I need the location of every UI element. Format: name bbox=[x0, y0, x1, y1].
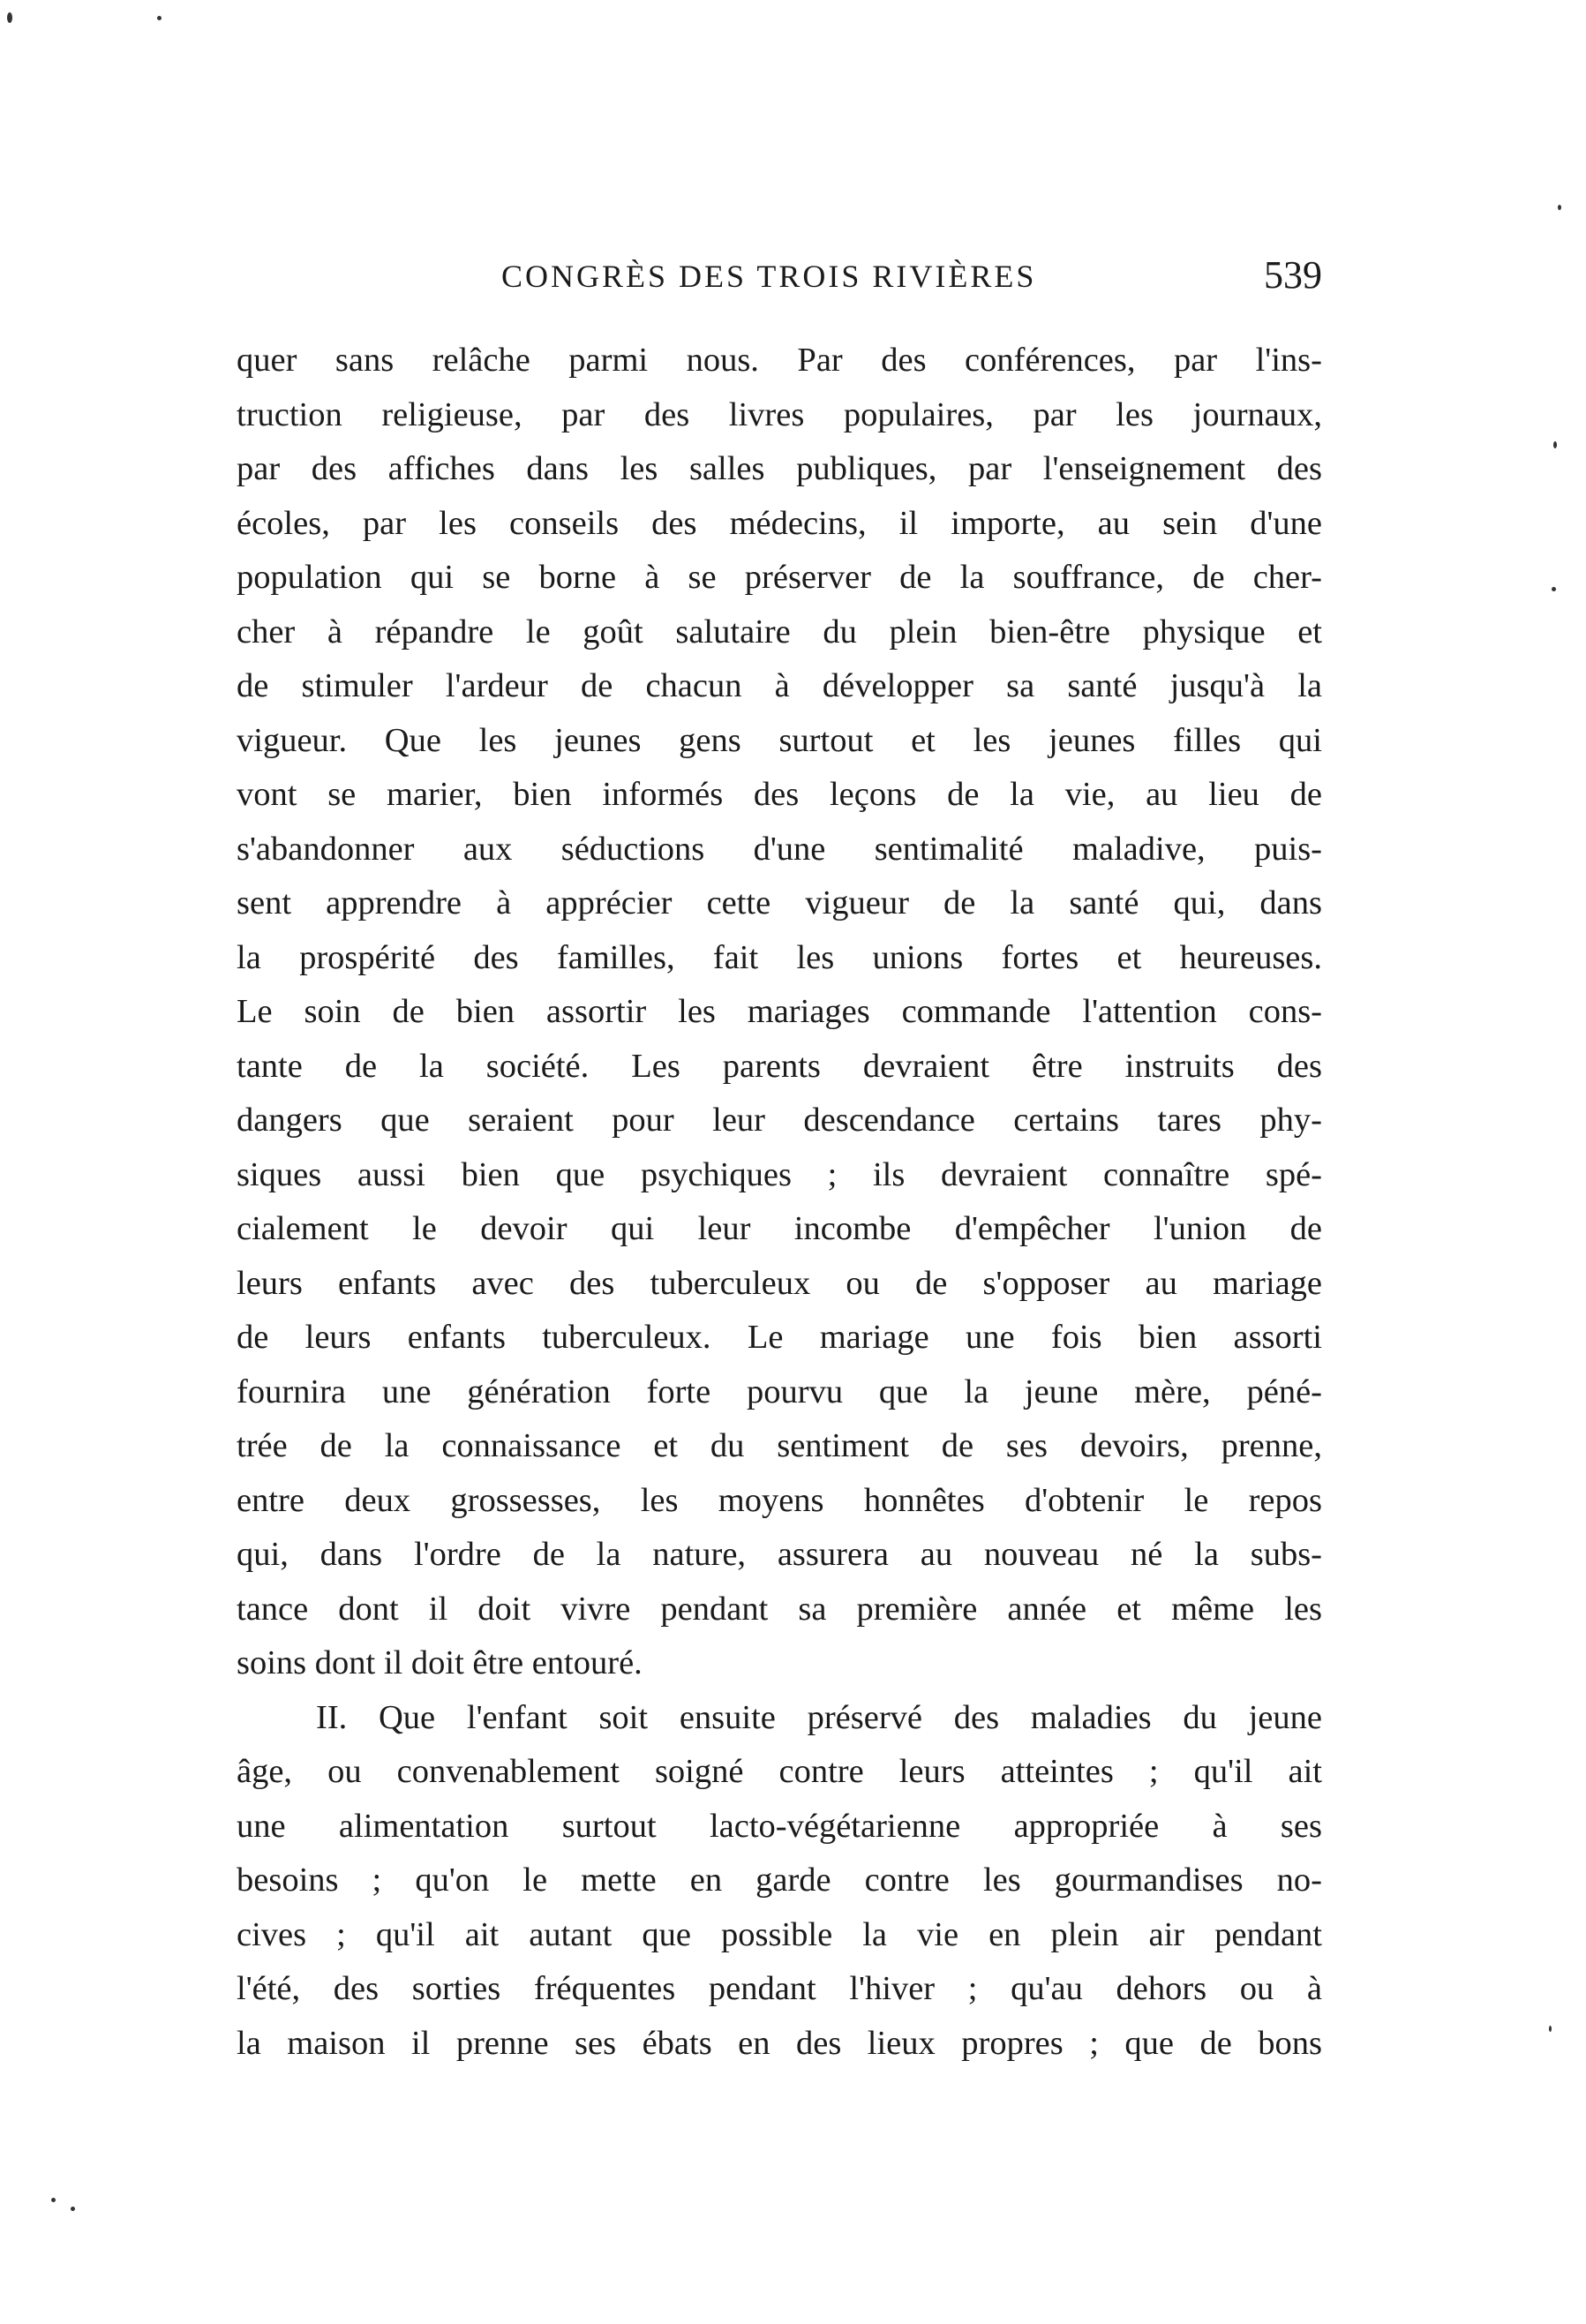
text-line: par des affiches dans les salles publiques, par l'enseignement des bbox=[237, 450, 1322, 487]
scan-speck bbox=[1553, 441, 1557, 448]
text-line: dangers que seraient pour leur descendance certains tares phy- bbox=[237, 1102, 1322, 1139]
text-line: truction religieuse, par des livres populaires, par les journaux, bbox=[237, 395, 1322, 433]
text-line: la maison il prenne ses ébats en des lieux propres ; que de bons bbox=[237, 2024, 1322, 2062]
text-line: vont se marier, bien informés des leçons de la vie, au lieu de bbox=[237, 776, 1322, 813]
text-line: cher à répandre le goût salutaire du plein bien-être physique et bbox=[237, 613, 1322, 651]
text-line: de stimuler l'ardeur de chacun à développer sa santé jusqu'à la bbox=[237, 667, 1322, 704]
text-line: vigueur. Que les jeunes gens surtout et les jeunes filles qui bbox=[237, 721, 1322, 759]
text-line: âge, ou convenablement soigné contre leurs atteintes ; qu'il ait bbox=[237, 1753, 1322, 1790]
text-line: trée de la connaissance et du sentiment de ses devoirs, prenne, bbox=[237, 1427, 1322, 1464]
text-line: sent apprendre à apprécier cette vigueur de la santé qui, dans bbox=[237, 884, 1322, 921]
scan-speck bbox=[1549, 2026, 1552, 2032]
running-head bbox=[237, 252, 1322, 305]
text-line: siques aussi bien que psychiques ; ils devraient connaître spé- bbox=[237, 1155, 1322, 1193]
paragraph-section-ii bbox=[237, 1691, 1322, 2072]
text-line: II. Que l'enfant soit ensuite préservé des maladies du jeune bbox=[316, 1698, 1322, 1736]
scan-speck bbox=[7, 12, 12, 23]
text-line: population qui se borne à se préserver de la souffrance, de cher- bbox=[237, 559, 1322, 596]
text-line: soins dont il doit être entouré. bbox=[237, 1644, 643, 1681]
text-line: écoles, par les conseils des médecins, il importe, au sein d'une bbox=[237, 504, 1322, 542]
text-line: leurs enfants avec des tuberculeux ou de s'opposer au mariage bbox=[237, 1264, 1322, 1302]
paragraph-continuation bbox=[237, 334, 1322, 1691]
text-line: besoins ; qu'on le mette en garde contre les gourmandises no- bbox=[237, 1861, 1322, 1899]
text-line: cialement le devoir qui leur incombe d'empêcher l'union de bbox=[237, 1210, 1322, 1247]
text-line: quer sans relâche parmi nous. Par des conférences, par l'ins- bbox=[237, 342, 1322, 379]
text-line: s'abandonner aux séductions d'une sentimalité maladive, puis- bbox=[237, 830, 1322, 868]
text-line: tance dont il doit vivre pendant sa première année et même les bbox=[237, 1590, 1322, 1628]
text-line: cives ; qu'il ait autant que possible la vie en plein air pendant bbox=[237, 1915, 1322, 1953]
page-number: 539 bbox=[1264, 253, 1322, 297]
body-text bbox=[237, 334, 1322, 2071]
scan-speck bbox=[1558, 205, 1561, 210]
text-line: fournira une génération forte pourvu que la jeune mère, péné- bbox=[237, 1373, 1322, 1410]
scan-speck bbox=[1552, 587, 1556, 591]
text-line: Le soin de bien assortir les mariages commande l'attention cons- bbox=[237, 993, 1322, 1030]
text-line: qui, dans l'ordre de la nature, assurera au nouveau né la subs- bbox=[237, 1536, 1322, 1573]
scan-speck bbox=[71, 2207, 75, 2211]
scan-speck bbox=[51, 2198, 56, 2202]
text-line: l'été, des sorties fréquentes pendant l'hiver ; qu'au dehors ou à bbox=[237, 1970, 1322, 2007]
running-title: CONGRÈS DES TROIS RIVIÈRES bbox=[501, 259, 1037, 294]
text-line: entre deux grossesses, les moyens honnêtes d'obtenir le repos bbox=[237, 1481, 1322, 1519]
text-line: de leurs enfants tuberculeux. Le mariage une fois bien assorti bbox=[237, 1319, 1322, 1356]
scan-speck bbox=[157, 16, 162, 20]
text-line: tante de la société. Les parents devraient être instruits des bbox=[237, 1047, 1322, 1085]
text-line: une alimentation surtout lacto-végétarienne appropriée à ses bbox=[237, 1807, 1322, 1845]
text-line: la prospérité des familles, fait les unions fortes et heureuses. bbox=[237, 938, 1322, 976]
